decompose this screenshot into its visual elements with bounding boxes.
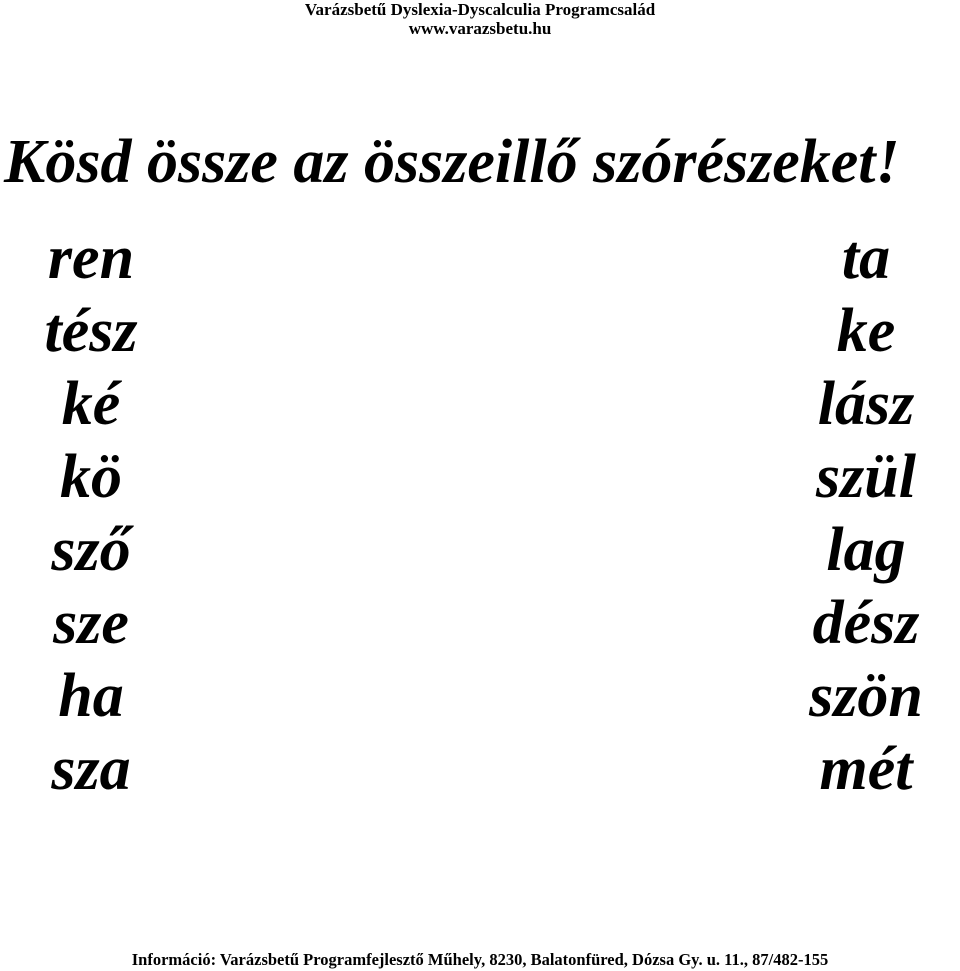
left-syllable[interactable]: ké (61, 370, 121, 438)
left-syllable[interactable]: sző (51, 516, 131, 584)
right-syllable[interactable]: szül (816, 443, 916, 511)
exercise-title: Kösd össze az összeillő szórészeket! (4, 128, 900, 196)
left-syllable-column (20, 222, 162, 806)
right-syllable[interactable]: dész (812, 589, 920, 657)
left-syllable[interactable]: sza (51, 735, 131, 803)
left-syllable[interactable]: ha (58, 662, 124, 730)
right-syllable[interactable]: ke (836, 297, 896, 365)
left-syllable[interactable]: tész (44, 297, 138, 365)
left-syllable[interactable]: sze (53, 589, 129, 657)
page-footer: Információ: Varázsbetű Programfejlesztő Műhely, 8230, Balatonfüred, Dózsa Gy. u. 11., 87/482-155 (131, 950, 829, 969)
left-syllable[interactable]: kö (60, 443, 122, 511)
right-syllable[interactable]: lag (826, 516, 906, 584)
right-syllable[interactable]: szön (809, 662, 923, 730)
right-syllable[interactable]: lász (817, 370, 915, 438)
left-syllable[interactable]: ren (47, 224, 135, 292)
header-title: Varázsbetű Dyslexia-Dyscalculia Programcsalád (304, 0, 656, 19)
right-syllable[interactable]: ta (841, 224, 891, 292)
page-header (0, 0, 960, 38)
right-syllable-column (790, 222, 942, 806)
header-website: www.varazsbetu.hu (408, 19, 552, 38)
right-syllable[interactable]: mét (819, 735, 913, 803)
